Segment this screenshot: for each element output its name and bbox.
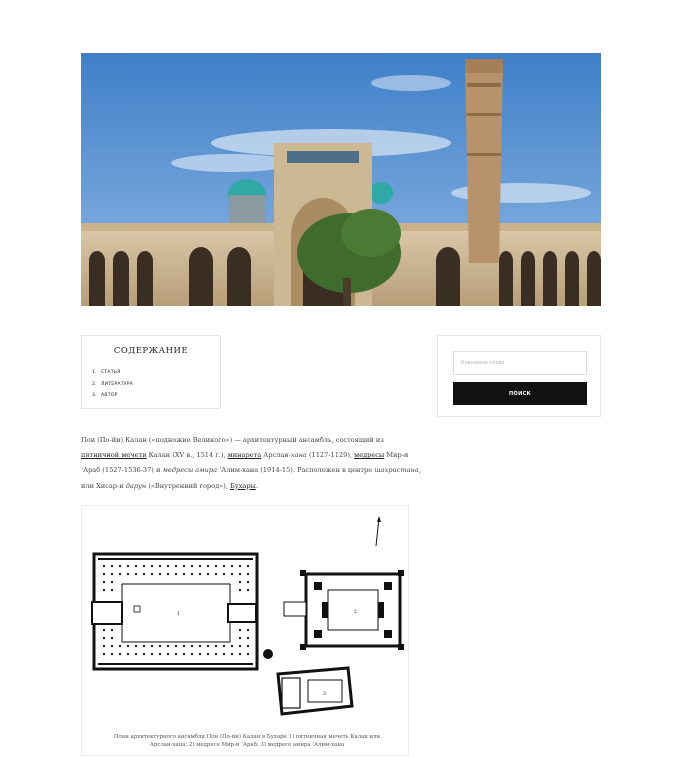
toc-item-label: ЛИТЕРАТУРА [101,381,134,387]
toc-item-label: АВТОР [101,393,118,398]
toc-item[interactable]: 3. АВТОР [92,393,118,398]
toc-item[interactable]: 2. ЛИТЕРАТУРА [92,381,134,387]
plan-label-2: 2 [354,610,357,615]
search-widget [437,335,601,417]
table-of-contents [81,335,221,409]
toc-title: СОДЕРЖАНИЕ [113,346,189,356]
link-friday-mosque[interactable]: пятничной мечети [81,451,147,460]
plan-figure [81,505,409,756]
article-paragraph: Пои (По-йи) Калан («подножие Великого») — архитектурный ансамбль, состоящий из пятничной мечети Калан (XV в., 1514 г.), минарета Арслан-хана (1127-1129), медресы Мир-и ʽАраб (1527-1536-37) и медресы амира ʽАлим-хана (1914-15). Расположен в центре шахристана, или Хисар-и дарун («Внутренний город»), Бухары. [81,436,421,490]
plan-label-3: 3 [323,692,326,697]
link-bukhara[interactable]: Бухары [229,481,256,490]
search-input[interactable] [453,351,587,375]
link-minaret[interactable]: минарета [227,451,262,460]
toc-item[interactable]: 1. СТАТЬЯ [92,370,121,375]
architectural-plan-drawing [82,506,410,731]
plan-label-1: 1 [177,612,180,617]
hero-image [81,53,601,306]
toc-list [92,367,133,402]
link-madrasa[interactable]: медресы [354,451,385,460]
toc-item-label: СТАТЬЯ [101,370,121,375]
search-button[interactable]: ПОИСК [453,382,587,405]
figure-caption: План архитектурного ансамбля Пои (По-йи) Калан в Бухаре 1) пятничная мечеть Калан или Арслан-хана; 2) медресе Мир-и ʽАраб; 3) медресе амира ʽАлим-хана [113,734,381,748]
